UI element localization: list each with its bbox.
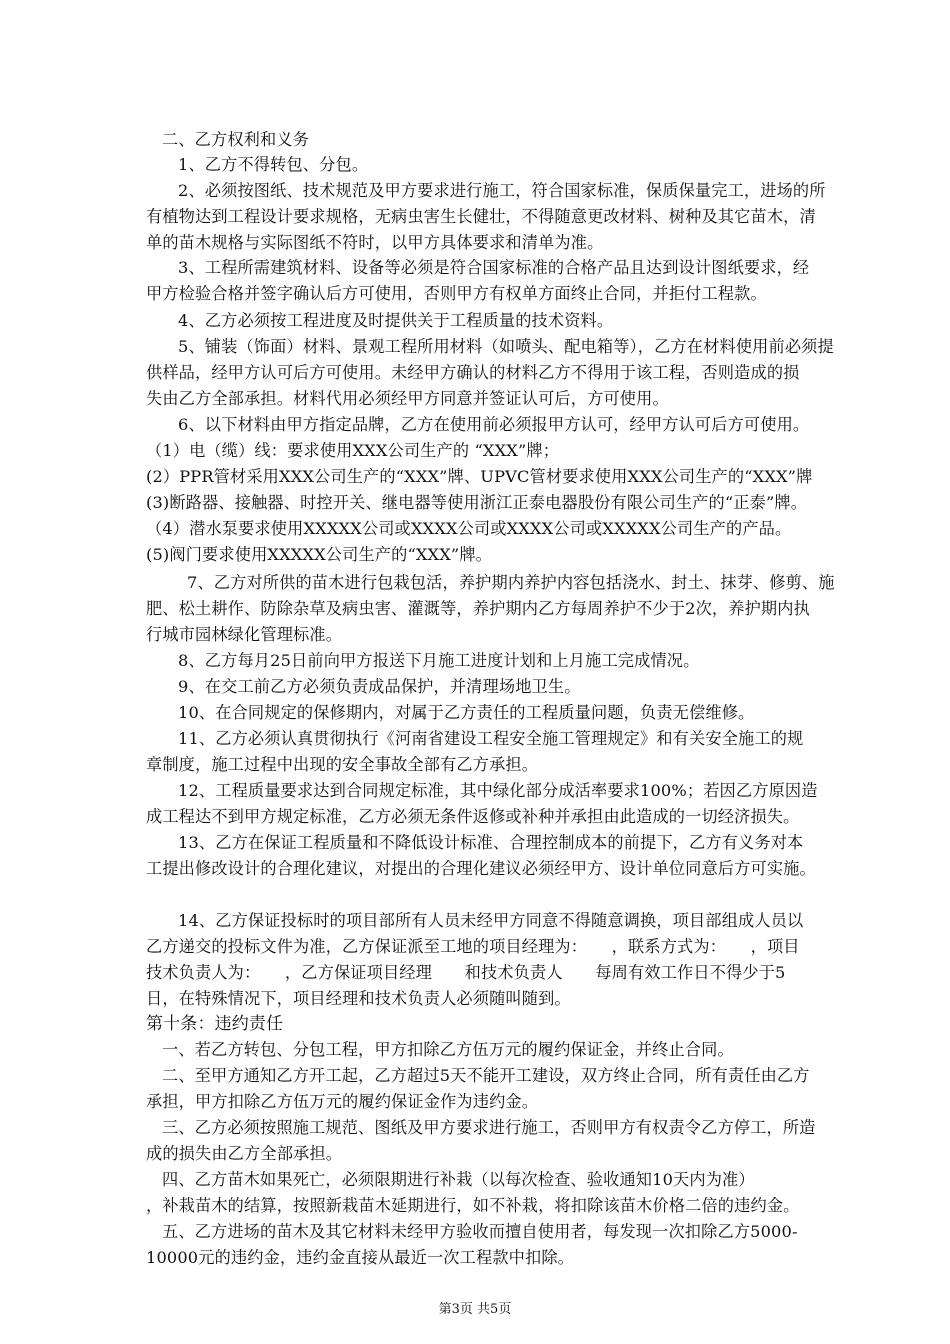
breach-clause-4-line-2: ，补栽苗木的结算，按照新栽苗木延期进行，如不补栽，将扣除该苗木价格二倍的违约金。 bbox=[146, 1196, 800, 1215]
section-header: 二、乙方权利和义务 bbox=[162, 130, 310, 149]
page-footer: 第3页 共5页 bbox=[438, 1302, 512, 1317]
clause-8: 8、乙方每月25日前向甲方报送下月施工进度计划和上月施工完成情况。 bbox=[178, 651, 700, 670]
clause-3-line-1: 3、工程所需建筑材料、设备等必须是符合国家标准的合格产品且达到设计图纸要求，经 bbox=[178, 258, 810, 277]
breach-clause-3-line-2: 成的损失由乙方全部承担。 bbox=[146, 1144, 343, 1163]
clause-1: 1、乙方不得转包、分包。 bbox=[178, 155, 369, 174]
brand-item-2: (2）PPR管材采用XXX公司生产的“XXX”牌、UPVC管材要求使用XXX公司生产的“XXX”牌 bbox=[146, 467, 813, 486]
clause-9: 9、在交工前乙方必须负责成品保护，并清理场地卫生。 bbox=[178, 677, 581, 696]
brand-item-5: (5)阀门要求使用XXXXX公司生产的“XXX”牌。 bbox=[146, 545, 493, 564]
clause-7-line-1: 7、乙方对所供的苗木进行包栽包活，养护期内养护内容包括浇水、封土、抹芽、修剪、施 bbox=[187, 573, 835, 592]
clause-4: 4、乙方必须按工程进度及时提供关于工程质量的技术资料。 bbox=[178, 311, 614, 330]
brand-item-1: （1）电（缆）线：要求使用XXX公司生产的 “XXX”牌； bbox=[146, 441, 560, 460]
clause-7-line-2: 肥、松土耕作、防除杂草及病虫害、灌溉等，养护期内乙方每周养护不少于2次，养护期内执 bbox=[146, 599, 810, 618]
clause-5-line-2: 供样品，经甲方认可后方可使用。未经甲方确认的材料乙方不得用于该工程，否则造成的损 bbox=[146, 363, 800, 382]
breach-clause-5-line-1: 五、乙方进场的苗木及其它材料未经甲方验收而擅自使用者，每发现一次扣除乙方5000- bbox=[162, 1222, 798, 1241]
clause-2-line-3: 单的苗木规格与实际图纸不符时，以甲方具体要求和清单为准。 bbox=[146, 233, 604, 252]
clause-13-line-1: 13、乙方在保证工程质量和不降低设计标准、合理控制成本的前提下，乙方有义务对本 bbox=[178, 833, 804, 852]
article-10-title: 第十条：违约责任 bbox=[146, 1014, 284, 1034]
breach-clause-1: 一、若乙方转包、分包工程，甲方扣除乙方伍万元的履约保证金，并终止合同。 bbox=[162, 1040, 734, 1059]
clause-10: 10、在合同规定的保修期内，对属于乙方责任的工程质量问题，负责无偿维修。 bbox=[178, 703, 755, 722]
clause-14-line-1: 14、乙方保证投标时的项目部所有人员未经甲方同意不得随意调换，项目部组成人员以 bbox=[178, 911, 804, 930]
clause-6: 6、以下材料由甲方指定品牌，乙方在使用前必须报甲方认可，经甲方认可后方可使用。 bbox=[178, 415, 810, 434]
clause-14-line-2: 乙方递交的投标文件为准，乙方保证派至工地的项目经理为： ，联系方式为： ，项目 bbox=[146, 937, 800, 956]
clause-2-line-1: 2、必须按图纸、技术规范及甲方要求进行施工，符合国家标准，保质保量完工，进场的所 bbox=[178, 181, 826, 200]
clause-11-line-2: 章制度，施工过程中出现的安全事故全部有乙方承担。 bbox=[146, 755, 539, 774]
clause-11-line-1: 11、乙方必须认真贯彻执行《河南省建设工程安全施工管理规定》和有关安全施工的规 bbox=[178, 729, 804, 748]
clause-13-line-2: 工提出修改设计的合理化建议，对提出的合理化建议必须经甲方、设计单位同意后方可实施。 bbox=[146, 859, 816, 878]
breach-clause-2-line-2: 承担，甲方扣除乙方伍万元的履约保证金作为违约金。 bbox=[146, 1092, 539, 1111]
clause-5-line-3: 失由乙方全部承担。材料代用必须经甲方同意并签证认可后，方可使用。 bbox=[146, 389, 669, 408]
breach-clause-2-line-1: 二、至甲方通知乙方开工起，乙方超过5天不能开工建设，双方终止合同，所有责任由乙方 bbox=[162, 1066, 810, 1085]
clause-2-line-2: 有植物达到工程设计要求规格，无病虫害生长健壮，不得随意更改材料、树种及其它苗木，清 bbox=[146, 207, 816, 226]
clause-12-line-2: 成工程达不到甲方规定标准，乙方必须无条件返修或补种并承担由此造成的一切经济损失。 bbox=[146, 807, 800, 826]
breach-clause-5-line-2: 10000元的违约金，违约金直接从最近一次工程款中扣除。 bbox=[146, 1248, 575, 1267]
brand-item-3: (3)断路器、接触器、时控开关、继电器等使用浙江正泰电器股份有限公司生产的“正泰”牌。 bbox=[146, 493, 808, 512]
clause-7-line-3: 行城市园林绿化管理标准。 bbox=[146, 625, 343, 644]
breach-clause-4-line-1: 四、乙方苗木如果死亡，必须限期进行补栽（以每次检查、验收通知10天内为准） bbox=[162, 1170, 755, 1189]
breach-clause-3-line-1: 三、乙方必须按照施工规范、图纸及甲方要求进行施工，否则甲方有权责令乙方停工，所造 bbox=[162, 1118, 816, 1137]
clause-12-line-1: 12、工程质量要求达到合同规定标准，其中绿化部分成活率要求100%；若因乙方原因造 bbox=[178, 781, 818, 800]
clause-3-line-2: 甲方检验合格并签字确认后方可使用，否则甲方有权单方面终止合同，并拒付工程款。 bbox=[146, 284, 767, 303]
clause-5-line-1: 5、铺装（饰面）材料、景观工程所用材料（如喷头、配电箱等），乙方在材料使用前必须提 bbox=[178, 337, 834, 356]
brand-item-4: （4）潜水泵要求使用XXXXX公司或XXXX公司或XXXX公司或XXXXX公司生产的产品。 bbox=[146, 519, 792, 538]
clause-14-line-3: 技术负责人为： ，乙方保证项目经理 和技术负责人 每周有效工作日不得少于5 bbox=[146, 963, 786, 982]
clause-14-line-4: 日，在特殊情况下，项目经理和技术负责人必须随叫随到。 bbox=[146, 989, 571, 1008]
